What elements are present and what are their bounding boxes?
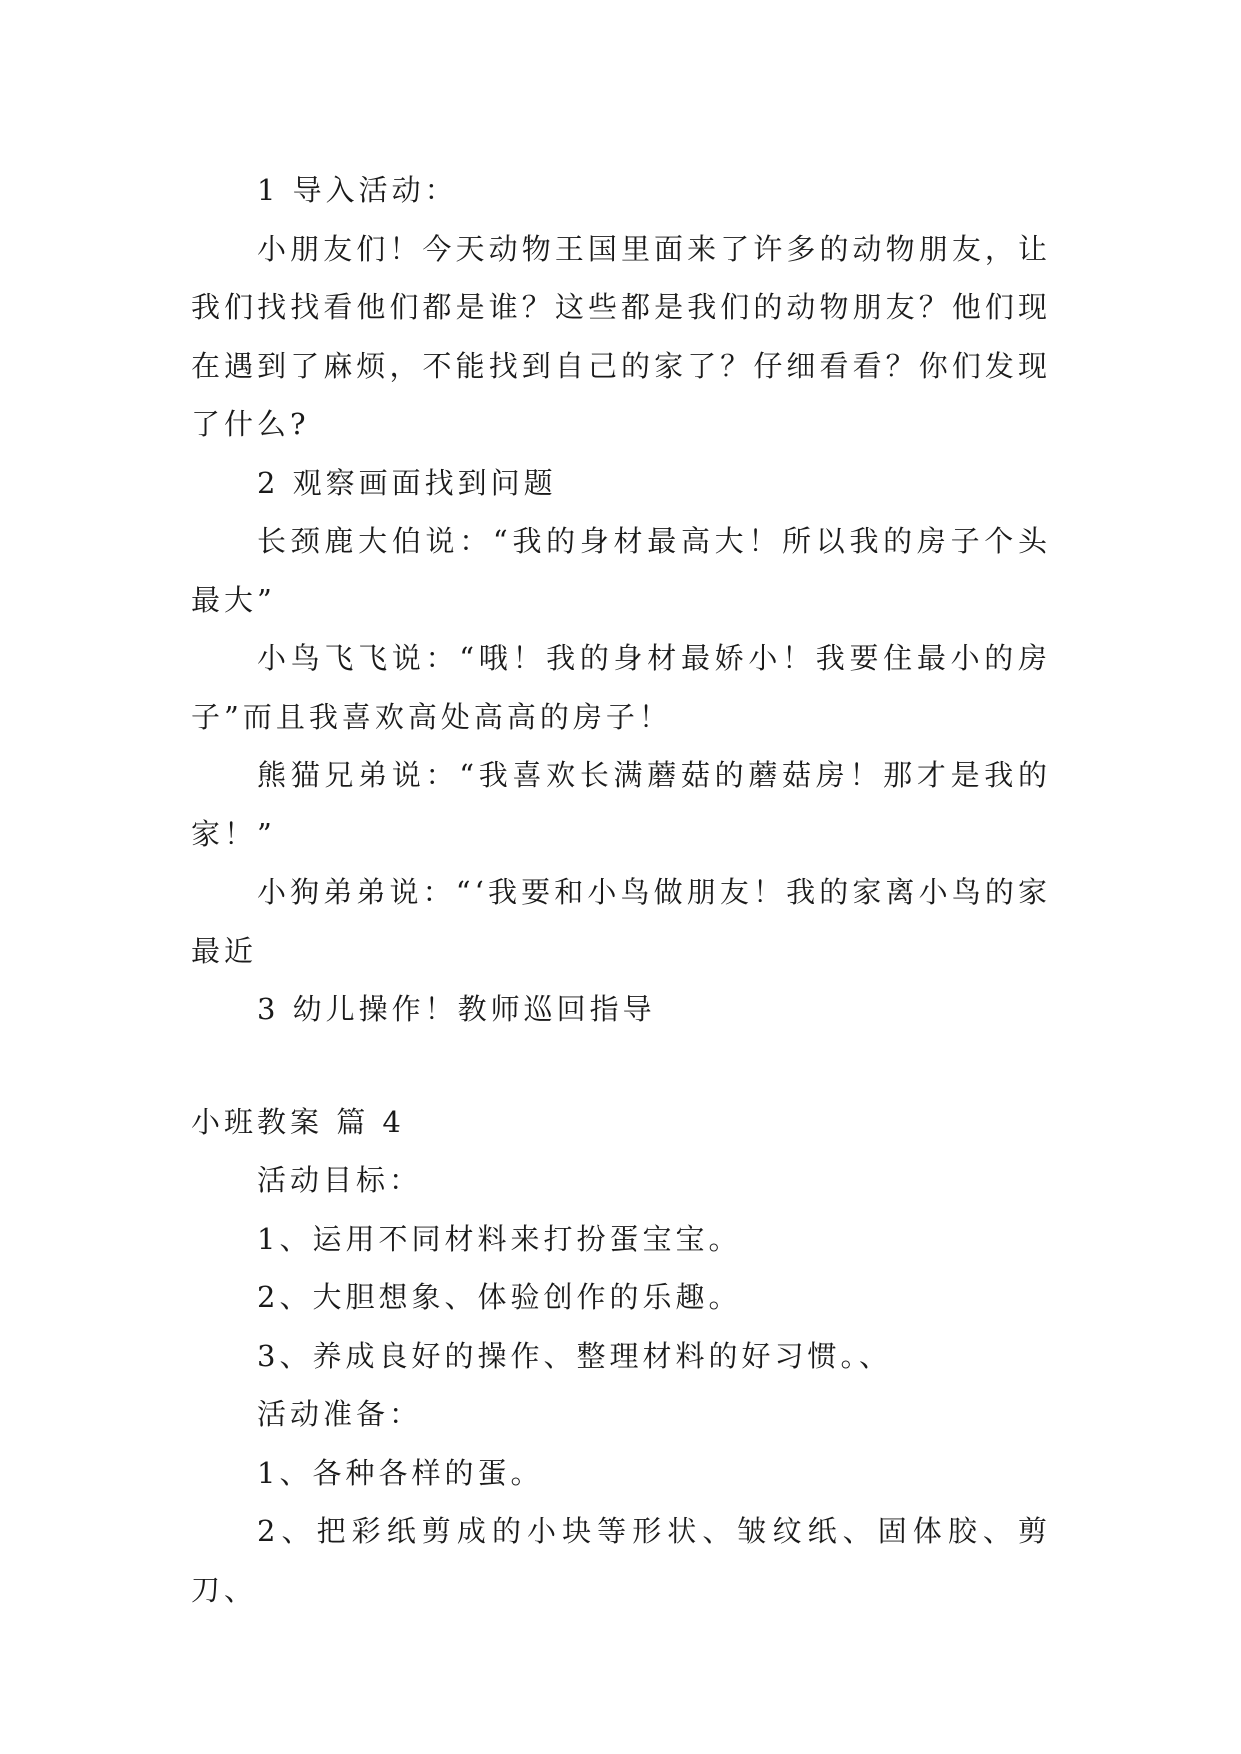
paragraph-prep-heading: 活动准备： bbox=[257, 1397, 423, 1431]
paragraph-prep-1: 1、各种各样的蛋。 bbox=[257, 1455, 544, 1490]
paragraph-intro-text: 小朋友们！今天动物王国里面来了许多的动物朋友，让我们找找看他们都是谁？这些都是我们的动物朋友？他们现在遇到了麻烦，不能找到自己的家了？仔细看看？你们发现了什么? bbox=[191, 231, 1051, 441]
paragraph-goal-1: 1、运用不同材料来打扮蛋宝宝。 bbox=[257, 1221, 742, 1256]
paragraph-operation: 3 幼儿操作！教师巡回指导 bbox=[257, 992, 656, 1026]
paragraph-prep-2: 2、把彩纸剪成的小块等形状、皱纹纸、固体胶、剪刀、 bbox=[191, 1514, 1051, 1607]
section-gap bbox=[191, 1039, 1051, 1093]
paragraph-puppy: 小狗弟弟说：“‘我要和小鸟做朋友！我的家离小鸟的家最近 bbox=[191, 875, 1051, 968]
section-title: 小班教案 篇 4 bbox=[191, 1104, 405, 1139]
paragraph-giraffe: 长颈鹿大伯说：“我的身材最高大！所以我的房子个头最大” bbox=[191, 524, 1051, 617]
paragraph-goal-3: 3、养成良好的操作、整理材料的好习惯。、 bbox=[257, 1338, 892, 1373]
paragraph-intro-heading: 1 导入活动： bbox=[257, 173, 458, 207]
paragraph-panda: 熊猫兄弟说：“我喜欢长满蘑菇的蘑菇房！那才是我的家！” bbox=[191, 758, 1051, 851]
paragraph-goals-heading: 活动目标： bbox=[257, 1163, 423, 1197]
paragraph-bird: 小鸟飞飞说：“哦！我的身材最娇小！我要住最小的房子”而且我喜欢高处高高的房子！ bbox=[191, 641, 1051, 734]
paragraph-observe-heading: 2 观察画面找到问题 bbox=[257, 465, 557, 500]
paragraph-goal-2: 2、大胆想象、体验创作的乐趣。 bbox=[257, 1280, 742, 1314]
document-body bbox=[191, 161, 1051, 1619]
